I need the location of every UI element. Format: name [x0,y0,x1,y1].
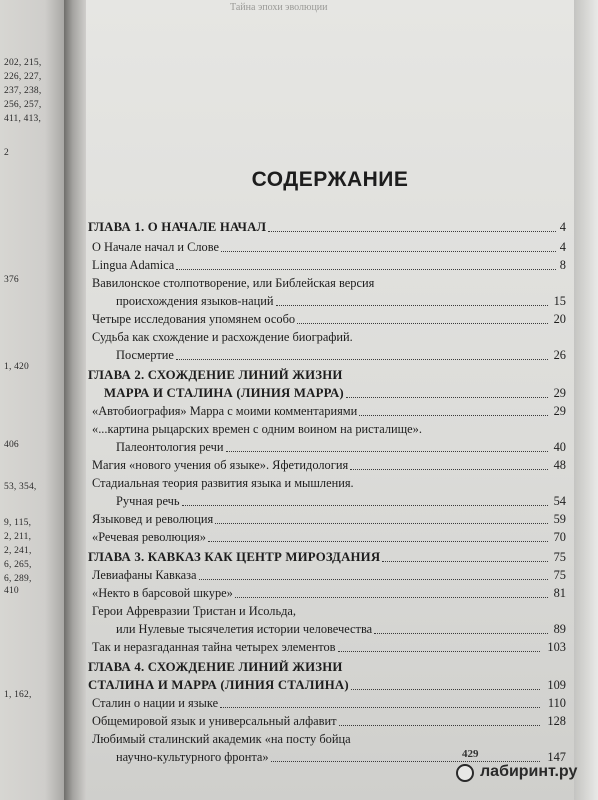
toc-page-number: 29 [553,404,566,418]
toc-chapter-title: ГЛАВА 2. СХОЖДЕНИЕ ЛИНИЙ ЖИЗНИ [88,368,343,382]
toc-dot-leader [339,725,540,726]
toc-entry-title: Герои Афревразии Тристан и Исольда, [92,604,296,618]
toc-dot-leader [374,633,548,634]
toc-entry-title: Магия «нового учения об языке». Яфетидология [92,458,349,472]
toc-entry-row [0,458,598,476]
left-page-number: 6, 289, [4,574,32,584]
toc-page-number: 75 [553,550,566,564]
toc-entry-title: Стадиальная теория развития языка и мышления. [92,476,354,490]
left-page-number: 202, 215, [4,58,42,68]
toc-chapter-title: МАРРА И СТАЛИНА (ЛИНИЯ МАРРА) [104,386,344,400]
toc-entry-row [0,404,598,422]
toc-chapter-row [0,386,598,404]
toc-entry-title: Вавилонское столпотворение, или Библейская версия [92,276,375,290]
toc-entry-title: Левиафаны Кавказа [92,568,197,582]
toc-entry-row [0,440,598,458]
toc-dot-leader [226,451,549,452]
toc-chapter-row [0,678,598,696]
toc-entry-title: «Речевая революция» [92,530,206,544]
toc-page-number: 26 [553,348,566,362]
toc-entry-row [0,568,598,586]
toc-dot-leader [182,505,548,506]
toc-entry-row [0,312,598,330]
toc-entry-row [0,622,598,640]
toc-entry-title: Общемировой язык и универсальный алфавит [92,714,337,728]
toc-entry-row [0,258,598,276]
left-page-number: 2, 241, [4,546,32,556]
toc-entry-title: научно-культурного фронта» [116,750,269,764]
toc-page-number: 147 [547,750,566,764]
toc-chapter-title: ГЛАВА 3. КАВКАЗ КАК ЦЕНТР МИРОЗДАНИЯ [88,550,381,564]
toc-entry-row [0,530,598,548]
toc-entry-row [0,276,598,294]
toc-dot-leader [176,359,548,360]
toc-entry-title: Так и неразгаданная тайна четырех элементов [92,640,336,654]
toc-dot-leader [351,689,540,690]
toc-page-number: 59 [553,512,566,526]
toc-dot-leader [268,231,556,232]
toc-chapter-row [0,220,598,238]
toc-entry-title: Языковед и революция [92,512,214,526]
toc-entry-title: О Начале начал и Слове [92,240,220,254]
left-page-number: 53, 354, [4,482,37,492]
toc-entry-title: «Автобиография» Марра с моими комментариями [92,404,358,418]
labirint-logo-icon [456,764,474,782]
left-page-number: 411, 413, [4,114,42,124]
toc-chapter-title: СТАЛИНА И МАРРА (ЛИНИЯ СТАЛИНА) [88,678,349,692]
toc-page-number: 29 [553,386,566,400]
page-title: СОДЕРЖАНИЕ [251,168,409,191]
toc-page-number: 54 [553,494,566,508]
toc-dot-leader [199,579,548,580]
toc-page-number: 48 [553,458,566,472]
left-page-number: 6, 265, [4,560,32,570]
toc-entry-title: Судьба как схождение и расхождение биографий. [92,330,353,344]
toc-entry-row [0,696,598,714]
toc-page-number: 20 [553,312,566,326]
toc-page-number: 128 [547,714,566,728]
toc-entry-title: Сталин о нации и языке [92,696,219,710]
toc-entry-title: Палеонтология речи [116,440,224,454]
toc-dot-leader [359,415,548,416]
toc-chapter-title: ГЛАВА 4. СХОЖДЕНИЕ ЛИНИЙ ЖИЗНИ [88,660,343,674]
toc-entry-title: Посмертие [116,348,174,362]
toc-entry-title: «...картина рыцарских времен с одним воином на ристалище». [92,422,422,436]
page-number: 429 [462,748,479,760]
toc-entry-row [0,640,598,658]
toc-dot-leader [338,651,540,652]
toc-entry-row [0,294,598,312]
toc-chapter-title: ГЛАВА 1. О НАЧАЛЕ НАЧАЛ [88,220,267,234]
toc-chapter-row [0,550,598,568]
toc-page-number: 103 [547,640,566,654]
toc-dot-leader [297,323,548,324]
toc-page-number: 110 [547,696,566,710]
toc-page-number: 4 [559,220,566,234]
toc-dot-leader [276,305,548,306]
left-page-number: 376 [4,275,19,285]
left-page-number: 410 [4,586,19,596]
toc-dot-leader [350,469,548,470]
toc-entry-row [0,494,598,512]
watermark-text: лабиринт.ру [480,763,578,780]
toc-entry-title: Четыре исследования упомянем особо [92,312,296,326]
toc-dot-leader [208,541,548,542]
toc-entry-row [0,476,598,494]
left-page-number: 1, 162, [4,690,32,700]
toc-dot-leader [221,251,556,252]
toc-dot-leader [176,269,556,270]
toc-entry-title: Ручная речь [116,494,180,508]
toc-entry-title: или Нулевые тысячелетия истории человечества [116,622,373,636]
toc-chapter-row [0,368,598,386]
toc-page-number: 109 [547,678,566,692]
toc-entry-title: Любимый сталинский академик «на посту бойца [92,732,351,746]
toc-page-number: 40 [553,440,566,454]
left-page-number: 9, 115, [4,518,32,528]
left-page-number: 2, 211, [4,532,32,542]
left-page-number: 1, 420 [4,362,29,372]
toc-entry-row [0,714,598,732]
toc-entry-row [0,586,598,604]
toc-entry-row [0,604,598,622]
left-page-number: 406 [4,440,19,450]
toc-entry-title: происхождения языков-наций [116,294,274,308]
top-bleed-text: Тайна эпохи эволюции [230,2,328,13]
toc-entry-row [0,732,598,750]
toc-dot-leader [220,707,540,708]
toc-entry-row [0,330,598,348]
toc-entry-title: Lingua Adamica [92,258,175,272]
left-page-number: 2 [4,148,9,158]
toc-page-number: 4 [559,240,566,254]
toc-dot-leader [235,597,548,598]
toc-entry-row [0,348,598,366]
toc-entry-row [0,240,598,258]
left-page-number: 256, 257, [4,100,42,110]
left-page-number: 237, 238, [4,86,42,96]
toc-dot-leader [215,523,548,524]
toc-entry-row [0,512,598,530]
left-page-number: 226, 227, [4,72,42,82]
toc-page-number: 89 [553,622,566,636]
toc-dot-leader [382,561,548,562]
toc-page-number: 75 [553,568,566,582]
toc-entry-title: «Некто в барсовой шкуре» [92,586,233,600]
toc-chapter-row [0,660,598,678]
toc-page-number: 8 [559,258,566,272]
toc-page-number: 70 [553,530,566,544]
toc-entry-row [0,422,598,440]
toc-dot-leader [346,397,548,398]
toc-page-number: 15 [553,294,566,308]
toc-page-number: 81 [553,586,566,600]
watermark [456,760,592,788]
